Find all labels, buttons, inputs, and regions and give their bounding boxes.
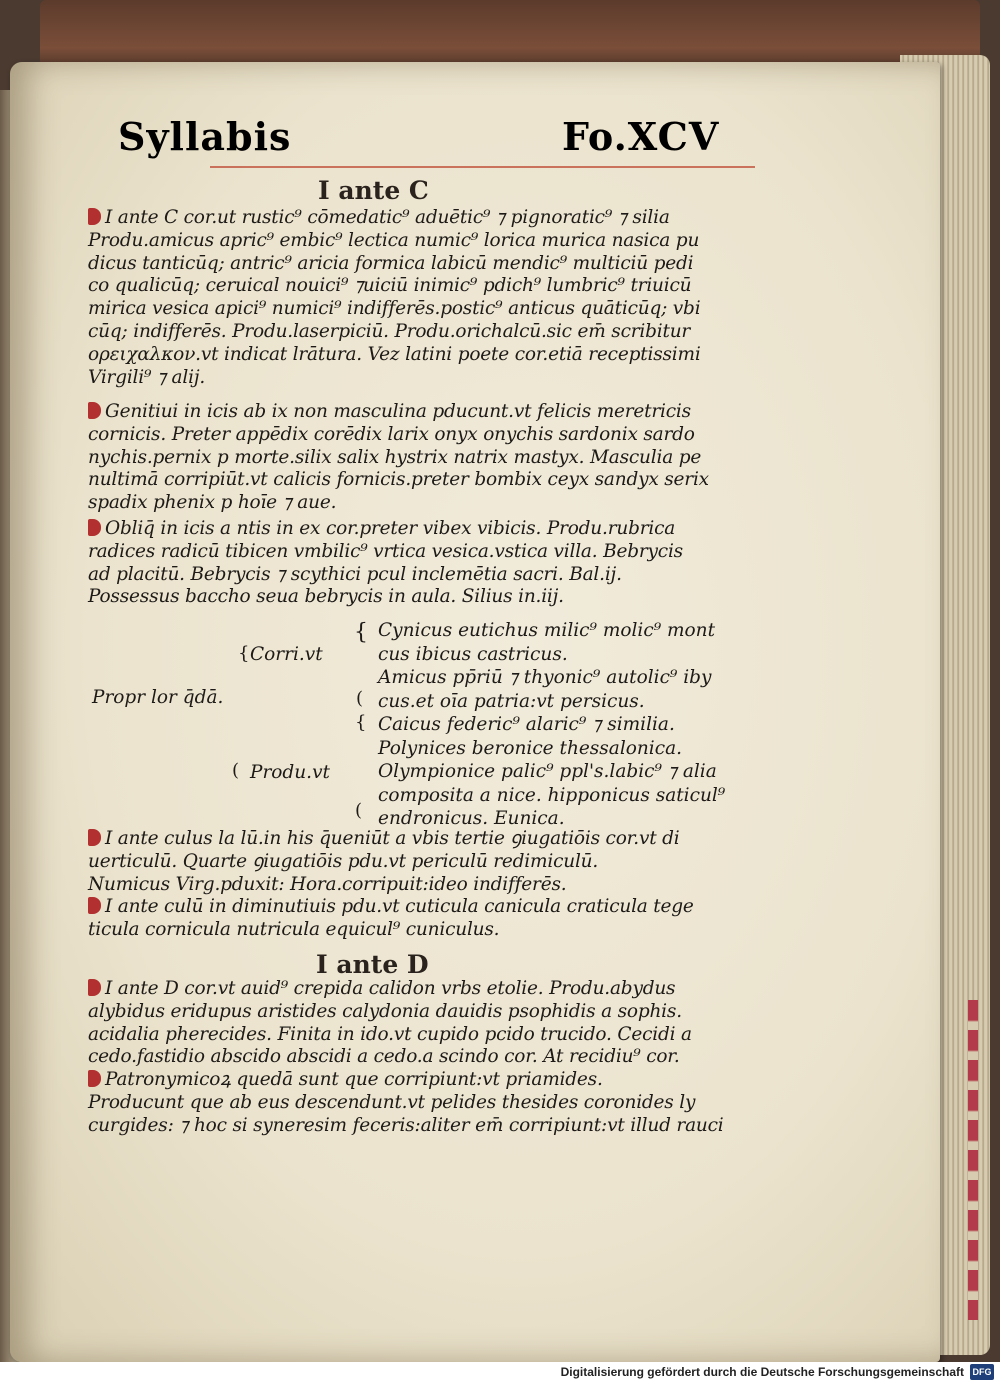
text-line: Possessus baccho seua bebrycis in aula. Silius in.iij. — [88, 586, 564, 608]
text-line: Genitiui in icis ab ix non masculina pducunt.vt felicis meretricis — [88, 401, 691, 423]
paragraph-mark-icon — [88, 897, 101, 914]
running-head-left: Syllabis — [118, 114, 292, 159]
text-line: spadix phenix p hoīe ⁊ aue. — [88, 492, 337, 514]
section-heading-c: I ante C — [318, 176, 429, 205]
table-entry: Cynicus eutichus milic⁹ molic⁹ mont — [378, 620, 716, 641]
brace-right-2: ( — [356, 688, 364, 709]
text-line: Virgili⁹ ⁊ alij. — [88, 366, 206, 388]
section-heading-d: I ante D — [316, 950, 429, 979]
table-entry: composita a nice. hipponicus saticul⁹ — [378, 784, 726, 806]
footer-bar — [0, 1362, 1000, 1384]
text-line: ad placitū. Bebrycis ⁊ scythici pcul inclemētia sacri. Bal.ij. — [88, 563, 622, 585]
head-rule — [210, 166, 755, 168]
running-head-right: Fo.XCV — [562, 114, 720, 159]
table-entry: cus.et oīa patria:vt persicus. — [378, 690, 645, 712]
text-line: I ante D cor.vt auid⁹ crepida calidon vrbs etolie. Produ.abydus — [88, 978, 675, 1000]
paragraph-mark-icon — [88, 208, 101, 225]
table-entry: Polynices beronice thessalonica. — [378, 737, 682, 759]
text-line: alybidus eridupus aristides calydonia dauidis psophidis a sophis. — [88, 1000, 682, 1022]
brace-left-1: { — [238, 643, 250, 664]
table-entry: cus ibicus castricus. — [378, 643, 568, 665]
paragraph-mark-icon — [88, 979, 101, 996]
text-line: I ante culū in diminutiuis pdu.vt cuticula canicula craticula tege — [88, 896, 694, 918]
table-entry: Olympionice palic⁹ ppl's.labic⁹ ⁊ alia — [378, 761, 717, 782]
text-line: cornicis. Preter appēdix corēdix larix onyx onychis sardonix sardo — [88, 423, 695, 445]
table-label-corr: Corri.vt — [250, 644, 323, 665]
text-line: I ante C cor.ut rustic⁹ cōmedatic⁹ aduētic⁹ ⁊ pignoratic⁹ ⁊ silia — [88, 207, 670, 229]
paragraph-mark-icon — [88, 519, 101, 536]
paragraph-mark-icon — [88, 829, 101, 846]
text-line: I ante culus la lū.in his q̄ueniūt a vbis tertie ꝯiugatiōis cor.vt di — [88, 828, 679, 850]
text-line: radices radicū tibicen vmbilic⁹ vrtica vesica.vstica villa. Bebrycis — [88, 540, 683, 562]
brace-right-3: { — [355, 712, 367, 733]
text-line: nychis.pernix p morte.silix salix hystrix natrix mastyx. Masculia pe — [88, 446, 702, 468]
text-line: ορειχαλκον.vt indicat lrātura. Vez latini poete cor.etiā receptissimi — [88, 343, 701, 365]
table-label-produ: Produ.vt — [250, 762, 330, 783]
footer-credit: Digitalisierung gefördert durch die Deutsche Forschungsgemeinschaft — [560, 1365, 964, 1379]
text-line: Numicus Virg.pduxit: Hora.corripuit:ideo indifferēs. — [88, 873, 567, 895]
text-line: dicus tanticūq; antric⁹ aricia formica labicū mendic⁹ multiciū pedi — [88, 252, 694, 274]
text-line: cedo.fastidio abscido abscidi a cedo.a scindo cor. At recidiu⁹ cor. — [88, 1046, 680, 1068]
brace-right-1: { — [354, 620, 368, 645]
table-label-propr: Propr lor q̄dā. — [92, 687, 224, 708]
paragraph-mark-icon — [88, 1070, 101, 1087]
paragraph-mark-icon — [88, 402, 101, 419]
text-line: mirica vesica apici⁹ numici⁹ indifferēs.postic⁹ anticus quāticūq; vbi — [88, 298, 701, 320]
text-line: ticula cornicula nutricula equicul⁹ cuniculus. — [88, 919, 500, 941]
text-line: Producunt que ab eus descendunt.vt pelides thesides coronides ly — [88, 1092, 696, 1113]
brace-left-2: ( — [232, 760, 240, 781]
text-line: nultimā corripiūt.vt calicis fornicis.preter bombix ceyx sandyx serix — [88, 469, 709, 491]
text-line: co qualicūq; ceruical nouici⁹ ⁊uiciū inimic⁹ pdich⁹ lumbric⁹ triuicū — [88, 275, 692, 297]
text-line: Obliq̄ in icis a ntis in ex cor.preter vibex vibicis. Produ.rubrica — [88, 518, 675, 540]
text-line: Patronymicoꝝ quedā sunt que corripiunt:vt priamides. — [88, 1069, 603, 1091]
dfg-logo: DFG — [970, 1364, 994, 1380]
text-line: curgides: ⁊ hoc si syneresim feceris:aliter em̄ corripiunt:vt illud rauci — [88, 1114, 724, 1136]
text-line: acidalia pherecides. Finita in ido.vt cupido pcido trucido. Cecidi a — [88, 1023, 692, 1045]
brace-right-4: ( — [355, 800, 363, 821]
table-entry: Amicus pp̄riū ⁊ thyonic⁹ autolic⁹ iby — [378, 667, 712, 688]
table-entry: endronicus. Eunica. — [378, 808, 565, 829]
text-line: uerticulū. Quarte ꝯiugatiōis pdu.vt periculū redimiculū. — [88, 850, 599, 872]
text-line: Produ.amicus apric⁹ embic⁹ lectica numic⁹ lorica murica nasica pu — [88, 229, 700, 251]
table-entry: Caicus federic⁹ alaric⁹ ⁊ similia. — [378, 714, 675, 735]
red-page-edge — [968, 1000, 978, 1320]
text-line: cūq; indifferēs. Produ.laserpiciū. Produ.orichalcū.sic em̄ scribitur — [88, 321, 691, 342]
